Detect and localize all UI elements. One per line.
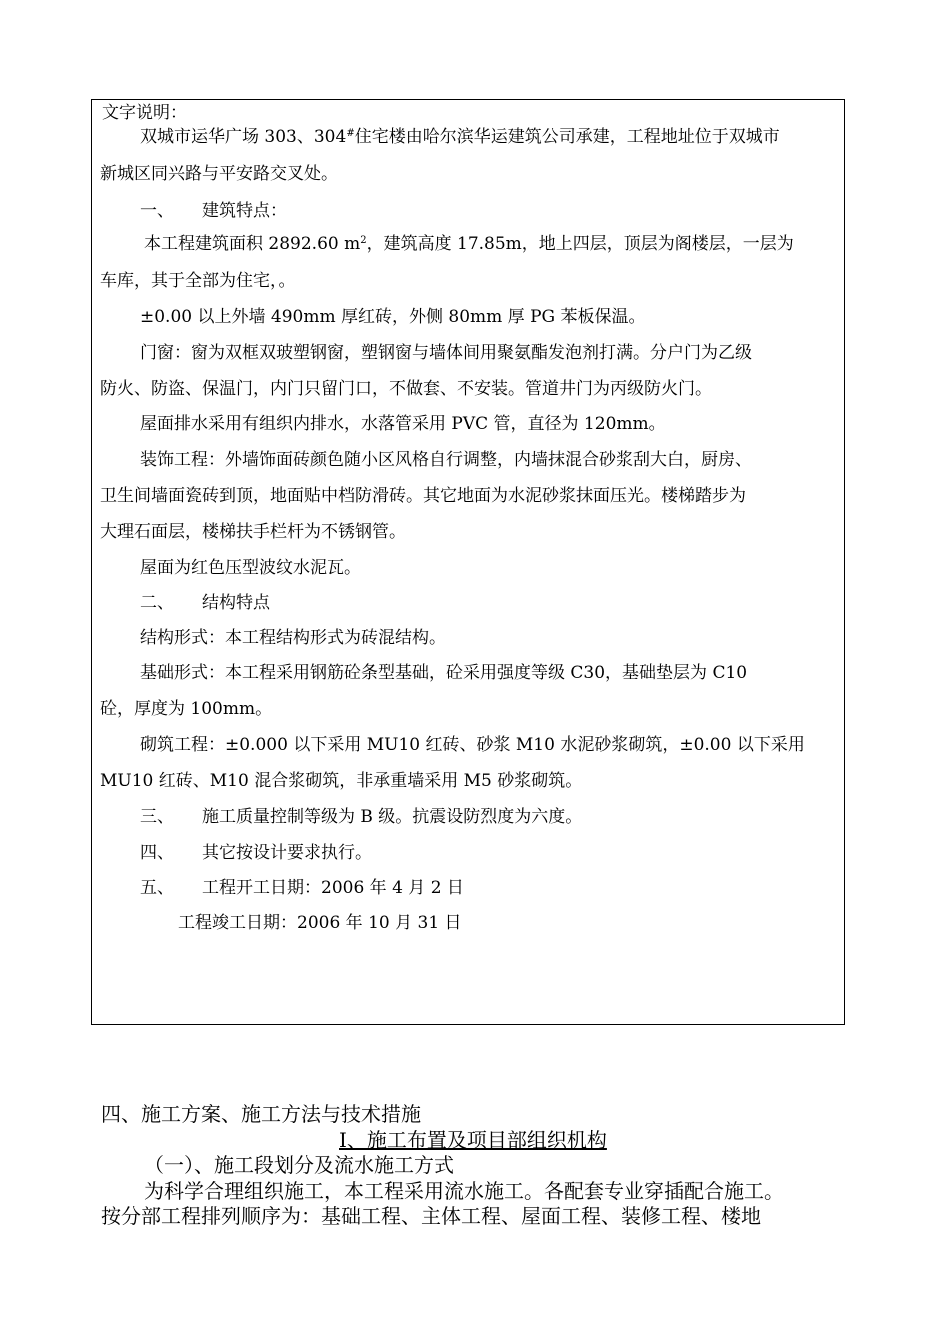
doors-windows-line-1: 门窗：窗为双框双玻塑钢窗，塑钢窗与墙体间用聚氨酯发泡剂打满。分户门为乙级 [140,343,752,363]
building-area-line-1: 本工程建筑面积 2892.60 $m^2$，建筑高度 17.85m，地上四层，顶层为阁楼层，一层为 [144,234,794,254]
section-4-title: 四、施工方案、施工方法与技术措施 [101,1102,421,1126]
structure-form-text: 结构形式：本工程结构形式为砖混结构。 [140,628,446,648]
masonry-line-2: MU10 红砖、M10 混合浆砌筑，非承重墙采用 M5 砂浆砌筑。 [100,771,583,791]
construction-paragraph-line-1: 为科学合理组织施工，本工程采用流水施工。各配套专业穿插配合施工。 [144,1179,784,1203]
exterior-wall-text: ±0.00 以上外墙 490mm 厚红砖，外侧 80mm 厚 PG 苯板保温。 [140,307,646,327]
roof-material-text: 屋面为红色压型波纹水泥瓦。 [140,558,361,578]
roof-drainage-text: 屋面排水采用有组织内排水，水落管采用 PVC 管，直径为 120mm。 [140,414,666,434]
section-1-heading: 一、 建筑特点： [140,201,287,221]
doors-windows-line-2: 防火、防盗、保温门，内门只留门口，不做套、不安装。管道井门为丙级防火门。 [100,379,712,399]
construction-paragraph-line-2: 按分部工程排列顺序为：基础工程、主体工程、屋面工程、装修工程、楼地 [101,1204,761,1228]
masonry-line-1: 砌筑工程：±0.000 以下采用 MU10 红砖、砂浆 M10 水泥砂浆砌筑，±0.00 以下采用 [140,735,805,755]
section-5-start-date: 五、 工程开工日期：2006 年 4 月 2 日 [140,878,464,898]
subsection-1-1-title: （一）、施工段划分及流水施工方式 [144,1153,454,1177]
decoration-line-1: 装饰工程：外墙饰面砖颜色随小区风格自行调整，内墙抹混合砂浆刮大白，厨房、 [140,450,752,470]
description-heading: 文字说明： [102,103,187,123]
foundation-line-2: 砼，厚度为 100mm。 [100,699,273,719]
building-area-line-2: 车库，其于全部为住宅，。 [100,271,296,291]
description-table [91,99,845,1025]
section-2-heading: 二、 结构特点 [140,593,270,613]
decoration-line-3: 大理石面层，楼梯扶手栏杆为不锈钢管。 [100,522,406,542]
section-4-text: 四、 其它按设计要求执行。 [140,843,372,863]
project-intro-line-1: 双城市运华广场 303、304#住宅楼由哈尔滨华运建筑公司承建，工程地址位于双城市 [140,127,780,147]
completion-date: 工程竣工日期：2006 年 10 月 31 日 [178,913,462,933]
decoration-line-2: 卫生间墙面瓷砖到顶，地面贴中档防滑砖。其它地面为水泥砂浆抹面压光。楼梯踏步为 [100,486,746,506]
section-3-text: 三、 施工质量控制等级为 B 级。抗震设防烈度为六度。 [140,807,583,827]
project-intro-line-2: 新城区同兴路与平安路交叉处。 [100,164,338,184]
subsection-1-title: Ⅰ、施工布置及项目部组织机构 [339,1128,607,1152]
foundation-line-1: 基础形式：本工程采用钢筋砼条型基础，砼采用强度等级 C30，基础垫层为 C10 [140,663,748,683]
